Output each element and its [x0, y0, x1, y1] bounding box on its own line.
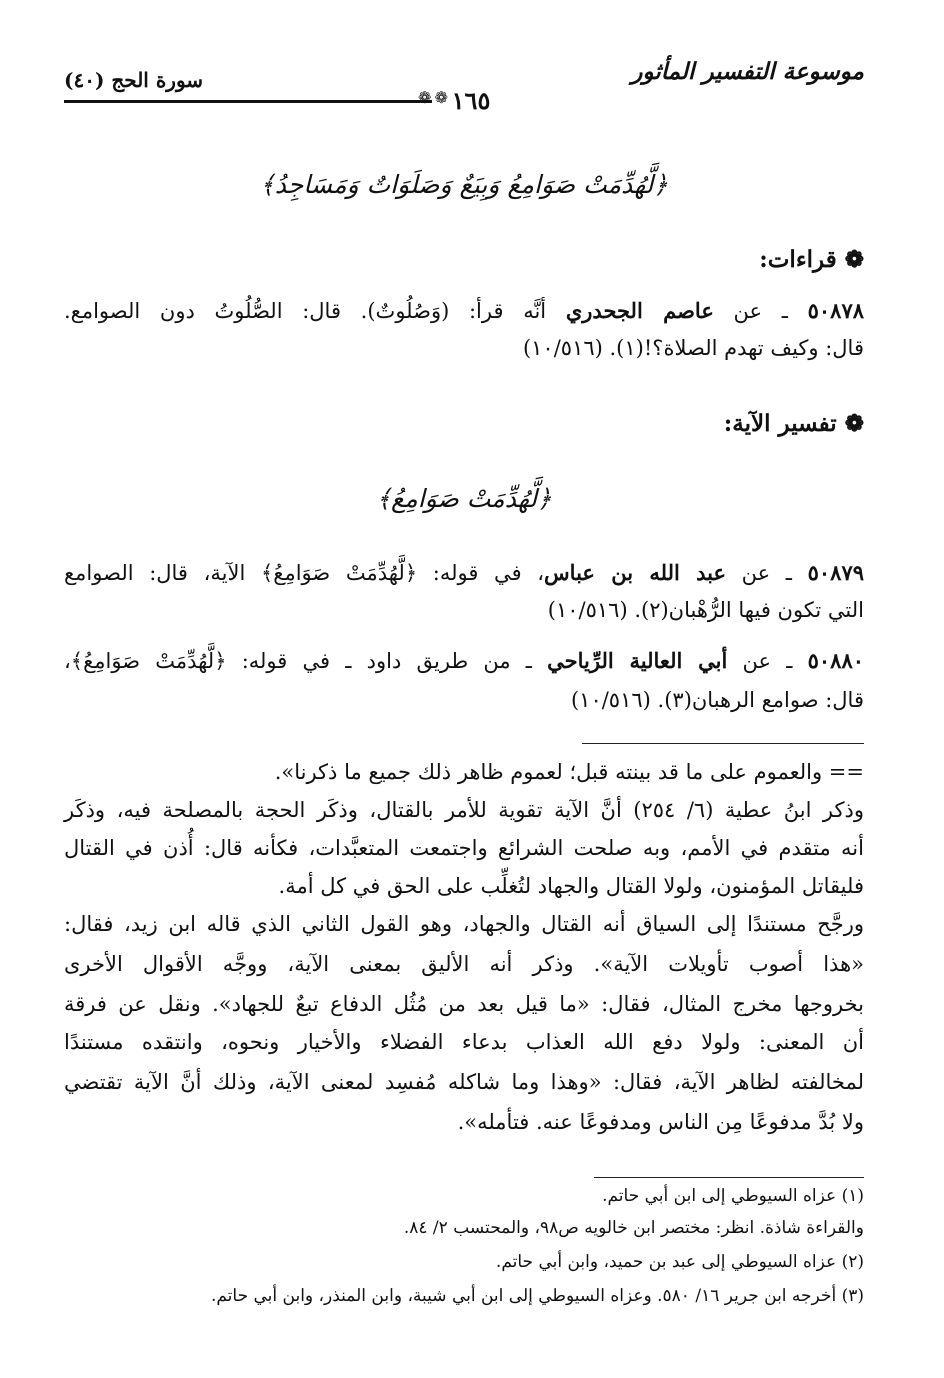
book-title: موسوعة التفسير المأثور [631, 58, 864, 85]
flower-icon: ❁ [844, 410, 864, 437]
section-heading-tafsir: ❁تفسير الآية: [723, 410, 864, 437]
sub-ayah: ﴿لَّهُدِّمَتْ صَوَامِعُ﴾ [376, 484, 552, 513]
narration-line: ٥٠٨٨٠ ـ عن أبي العالية الرِّياحي ـ من طريق داود ـ في قوله: ﴿لَّهُدِّمَتْ صَوَامِعُ﴾، [64, 648, 865, 673]
footnote-separator [594, 1177, 864, 1178]
ornament-icon: ❁ [418, 88, 432, 107]
footnote: (٣) أخرجه ابن جرير ١٦/ ٥٨٠. وعزاه السيوطي إلى ابن أبي شيبة، وابن المنذر، وابن أبي حاتم. [210, 1286, 864, 1306]
commentary-line: بخروجها مخرج المثال، فقال: «ما قيل بعد من مُثُل الدفاع تبعٌ للجهاد». ونقل عن فرقة [64, 992, 864, 1016]
commentary-line: == والعموم على ما قد بينته قبل؛ لعموم ظاهر ذلك جميع ما ذكرنا». [274, 760, 864, 784]
ornament-icon: ❁ [434, 88, 448, 107]
narration-line: قال: وكيف تهدم الصلاة؟!(١). (١٠/٥١٦) [522, 336, 864, 360]
footnote: والقراءة شاذة. انظر: مختصر ابن خالويه ص٩٨، والمحتسب ٢/ ٨٤. [403, 1218, 864, 1238]
main-ayah: ﴿لَّهُدِّمَتْ صَوَامِعُ وَبِيَعٌ وَصَلَوَاتٌ وَمَسَاجِدُ﴾ [260, 170, 668, 199]
commentary-line: أن المعنى: ولولا دفع الله العذاب بدعاء الفضلاء والأخيار ونحوه، وانتقده مستندًا [64, 1030, 864, 1054]
commentary-line: «هذا أصوب تأويلات الآية». وذكر أنه الأليق بمعنى الآية، ووجَّه الأقوال الأخرى [64, 952, 865, 976]
narration-line: ٥٠٨٧٨ ـ عن عاصم الجحدري أنَّه قرأ: (وَصُلُوتٌ). قال: الصُّلُوتُ دون الصوامع. [64, 298, 865, 323]
footnote: (١) عزاه السيوطي إلى ابن أبي حاتم. [602, 1186, 864, 1206]
flower-icon: ❁ [844, 246, 864, 273]
narration-line: التي تكون فيها الرُّهْبان(٢). (١٠/٥١٦) [547, 598, 864, 622]
commentary-line: لمخالفته لظاهر الآية، فقال: «وهذا وما شاكله مُفسِد لمعنى الآية، وذلك أنَّ الآية تقتضي [64, 1070, 864, 1094]
commentary-line: ولا بُدَّ مدفوعًا مِن الناس ومدفوعًا عنه. فتأمله». [457, 1110, 864, 1134]
commentary-line: فليقاتل المؤمنون، ولولا القتال والجهاد لتُغلِّب على الحق في كل أمة. [278, 874, 864, 898]
commentary-line: أنه متقدم في الأمم، وبه صلحت الشرائع واجتمعت المتعبَّدات، فكأنه قال: أُذن في القتال [64, 836, 864, 860]
footnote: (٢) عزاه السيوطي إلى عبد بن حميد، وابن أبي حاتم. [495, 1252, 864, 1272]
narration-line: ٥٠٨٧٩ ـ عن عبد الله بن عباس، في قوله: ﴿لَّهُدِّمَتْ صَوَامِعُ﴾ الآية، قال: الصوامع [64, 560, 865, 585]
commentary-separator [582, 743, 864, 744]
section-heading-qiraat: ❁قراءات: [759, 246, 864, 273]
commentary-line: وذكر ابنُ عطية (٦/ ٢٥٤) أنَّ الآية تقوية للأمر بالقتال، وذكَر الحجة بالمصلحة فيه، وذكَر [64, 798, 864, 822]
surah-label: سورة الحج (٤٠) [64, 68, 204, 92]
narration-line: قال: صوامع الرهبان(٣). (١٠/٥١٦) [570, 688, 864, 712]
page-number: ١٦٥ [451, 86, 491, 115]
header-rule-left [64, 100, 414, 103]
commentary-line: ورجَّح مستندًا إلى السياق أنه القتال والجهاد، وهو القول الثاني الذي قاله ابن زيد، فقال: [64, 912, 864, 936]
